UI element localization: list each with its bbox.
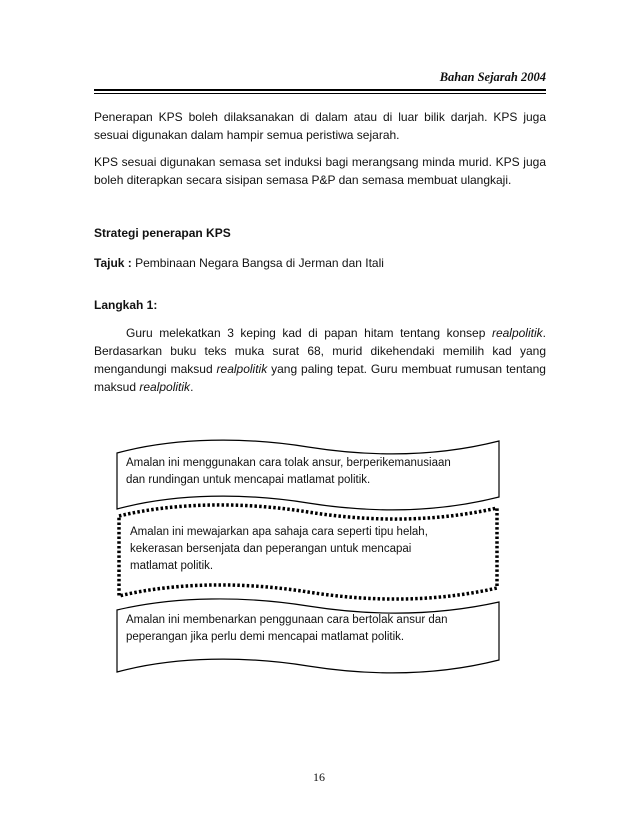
card-2[interactable] bbox=[116, 504, 500, 606]
card-3[interactable] bbox=[116, 594, 500, 680]
card-1-line-1: Amalan ini menggunakan cara tolak ansur, berperikemanusiaan bbox=[126, 457, 451, 469]
paragraph-1: Penerapan KPS boleh dilaksanakan di dalam atau di luar bilik darjah. KPS juga sesuai digunakan dalam hampir semua peristiwa sejarah. bbox=[94, 110, 546, 142]
header-rule-thick bbox=[94, 89, 546, 91]
card-3-line-2: peperangan jika perlu demi mencapai matlamat politik. bbox=[126, 631, 405, 643]
card-2-text bbox=[130, 524, 428, 575]
step-italic-3: realpolitik bbox=[139, 380, 191, 394]
step-paragraph bbox=[94, 324, 546, 396]
card-2-line-2: kekerasan bersenjata dan peperangan untuk mencapai bbox=[130, 543, 412, 555]
card-1-text bbox=[126, 455, 451, 489]
card-2-line-1: Amalan ini mewajarkan apa sahaja cara seperti tipu helah, bbox=[130, 526, 428, 538]
strategy-heading: Strategi penerapan KPS bbox=[94, 226, 231, 240]
step-heading: Langkah 1: bbox=[94, 298, 158, 312]
page-number: 16 bbox=[313, 770, 325, 784]
card-3-line-1: Amalan ini membenarkan penggunaan cara bertolak ansur dan bbox=[126, 614, 448, 626]
step-text-1: Guru melekatkan 3 keping kad di papan hitam tentang konsep bbox=[126, 326, 492, 340]
card-1-line-2: dan rundingan untuk mencapai matlamat politik. bbox=[126, 474, 371, 486]
step-text-4: . bbox=[190, 380, 194, 394]
step-text-2: . Berdasarkan buku teks muka surat 68, murid dikehendaki memilih kad yang mengandungi maksud bbox=[94, 326, 546, 376]
tajuk-value: Pembinaan Negara Bangsa di Jerman dan Itali bbox=[131, 256, 384, 270]
step-text-3: yang paling tepat. Guru membuat rumusan tentang maksud bbox=[94, 362, 546, 394]
header-rule-thin bbox=[94, 93, 546, 94]
step-italic-1: realpolitik bbox=[491, 326, 543, 340]
tajuk-line bbox=[94, 254, 546, 272]
tajuk-label: Tajuk : bbox=[94, 256, 132, 270]
step-italic-2: realpolitik bbox=[216, 362, 268, 376]
document-header: Bahan Sejarah 2004 bbox=[439, 70, 546, 84]
paragraph-2: KPS sesuai digunakan semasa set induksi bagi merangsang minda murid. KPS juga boleh diterapkan secara sisipan semasa P&P dan semasa membuat ulangkaji. bbox=[94, 155, 546, 187]
card-3-text bbox=[126, 612, 448, 646]
card-2-line-3: matlamat politik. bbox=[130, 560, 214, 572]
